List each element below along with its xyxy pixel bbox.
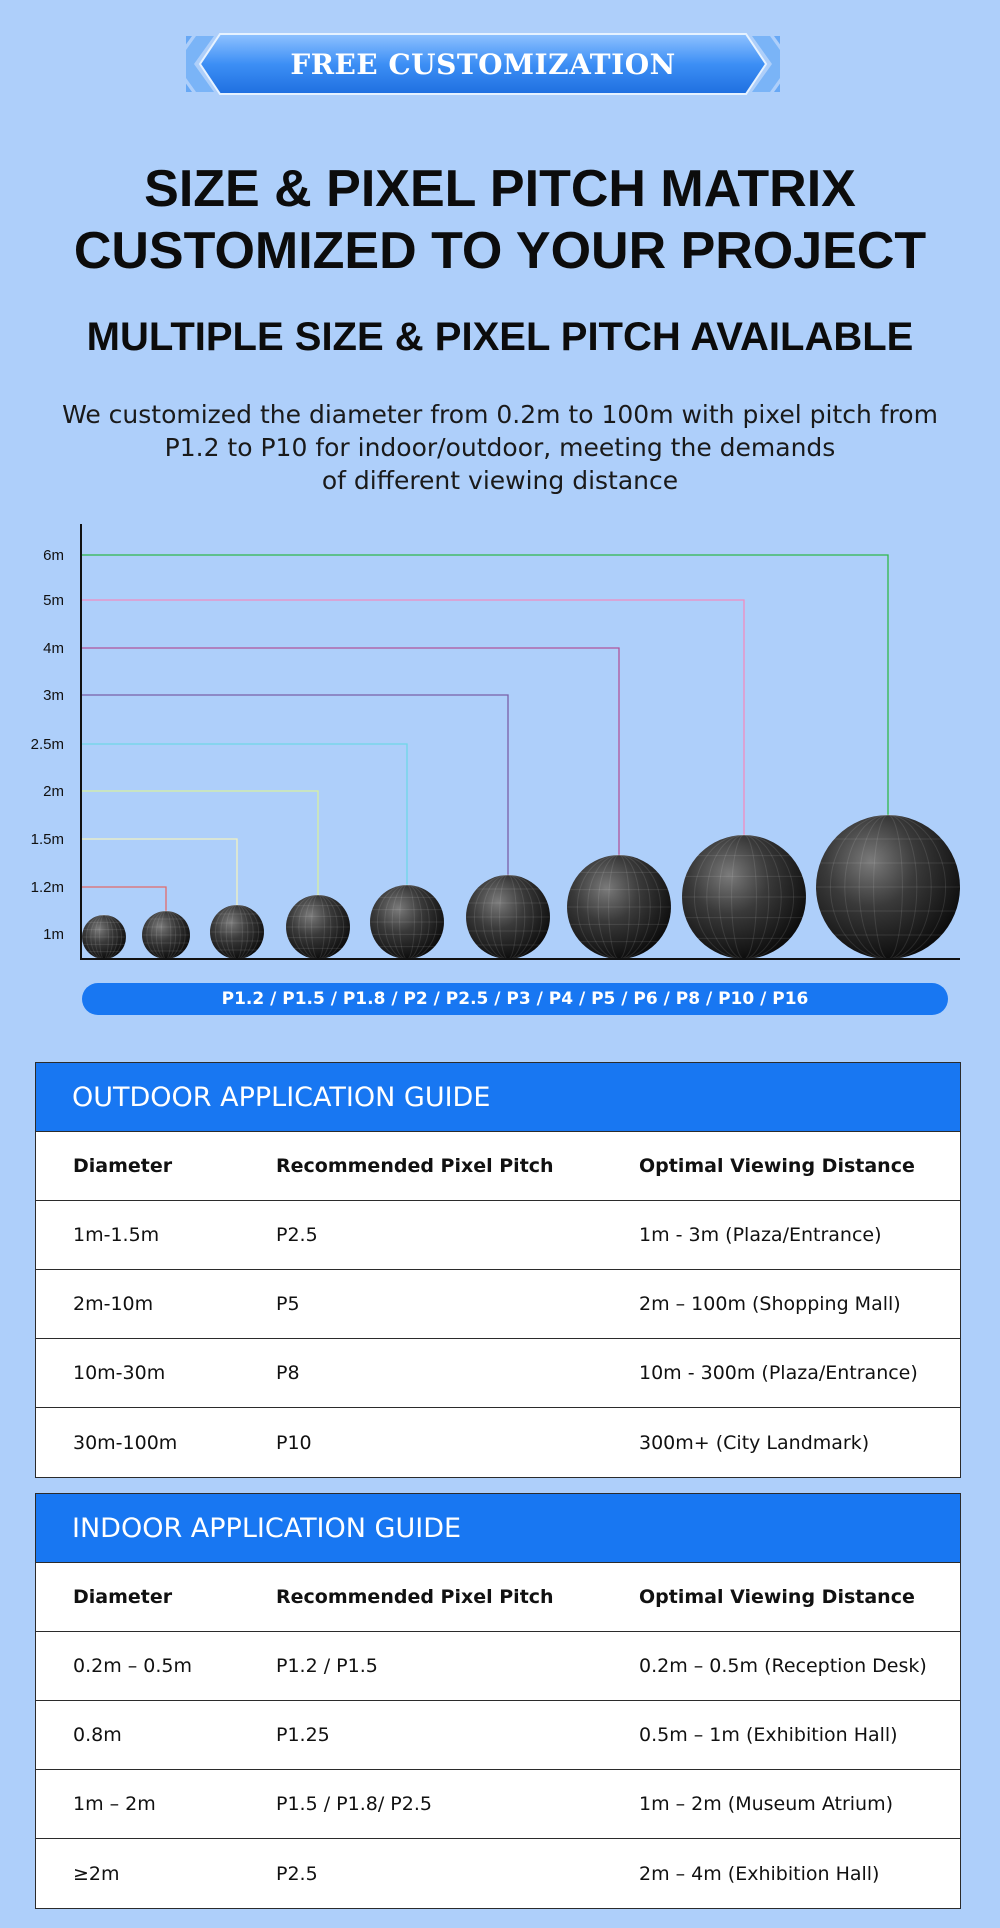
indoor-guide-title: INDOOR APPLICATION GUIDE bbox=[36, 1494, 960, 1563]
y-tick-label: 4m bbox=[43, 640, 64, 657]
free-customization-banner bbox=[186, 30, 780, 98]
cell-diameter: 1m – 2m bbox=[73, 1793, 156, 1815]
cell-diameter: 0.2m – 0.5m bbox=[73, 1655, 193, 1677]
banner-label: FREE CUSTOMIZATION bbox=[290, 47, 676, 81]
size-guide-line bbox=[81, 744, 407, 887]
header-diameter: Diameter bbox=[73, 1586, 173, 1608]
table-row bbox=[36, 1408, 960, 1477]
description-line-2: P1.2 to P10 for indoor/outdoor, meeting the demands bbox=[164, 433, 836, 462]
table-header-row bbox=[36, 1563, 960, 1632]
cell-viewing-distance: 300m+ (City Landmark) bbox=[639, 1431, 870, 1454]
header-pixel-pitch: Recommended Pixel Pitch bbox=[276, 1586, 554, 1608]
cell-diameter: 1m-1.5m bbox=[73, 1224, 160, 1246]
size-guide-line bbox=[81, 695, 508, 877]
y-tick-label: 1m bbox=[43, 926, 64, 943]
size-guide-line bbox=[81, 791, 318, 897]
header-viewing-distance: Optimal Viewing Distance bbox=[639, 1586, 915, 1608]
y-tick-label: 1.5m bbox=[30, 831, 64, 848]
indoor-application-guide bbox=[35, 1493, 961, 1909]
table-row bbox=[36, 1339, 960, 1408]
cell-pixel-pitch: P2.5 bbox=[276, 1862, 318, 1885]
cell-diameter: 30m-100m bbox=[73, 1431, 178, 1454]
description bbox=[0, 398, 1000, 497]
cell-pixel-pitch: P2.5 bbox=[276, 1224, 318, 1246]
header-viewing-distance: Optimal Viewing Distance bbox=[639, 1155, 915, 1177]
cell-viewing-distance: 1m - 3m (Plaza/Entrance) bbox=[639, 1224, 882, 1246]
headline-subtitle: MULTIPLE SIZE & PIXEL PITCH AVAILABLE bbox=[86, 315, 914, 359]
table-row bbox=[36, 1839, 960, 1908]
cell-pixel-pitch: P8 bbox=[276, 1362, 300, 1384]
table-row bbox=[36, 1270, 960, 1339]
cell-diameter: ≥2m bbox=[73, 1862, 120, 1885]
y-tick-label: 3m bbox=[43, 687, 64, 704]
description-line-1: We customized the diameter from 0.2m to 100m with pixel pitch from bbox=[62, 400, 938, 429]
table-row bbox=[36, 1632, 960, 1701]
cell-pixel-pitch: P5 bbox=[276, 1293, 300, 1315]
y-tick-label: 6m bbox=[43, 547, 64, 564]
size-chart bbox=[0, 510, 1000, 970]
header-diameter: Diameter bbox=[73, 1155, 173, 1177]
table-row bbox=[36, 1770, 960, 1839]
y-tick-label: 1.2m bbox=[30, 879, 64, 896]
cell-diameter: 0.8m bbox=[73, 1724, 122, 1746]
headline-line-1: SIZE & PIXEL PITCH MATRIX bbox=[144, 160, 856, 218]
cell-pixel-pitch: P1.25 bbox=[276, 1724, 330, 1746]
cell-viewing-distance: 2m – 100m (Shopping Mall) bbox=[639, 1293, 901, 1315]
table-header-row bbox=[36, 1132, 960, 1201]
size-guide-line bbox=[81, 555, 888, 817]
cell-viewing-distance: 1m – 2m (Museum Atrium) bbox=[639, 1793, 894, 1815]
cell-viewing-distance: 2m – 4m (Exhibition Hall) bbox=[639, 1862, 880, 1885]
cell-pixel-pitch: P1.2 / P1.5 bbox=[276, 1655, 378, 1677]
cell-viewing-distance: 10m - 300m (Plaza/Entrance) bbox=[639, 1362, 918, 1384]
table-row bbox=[36, 1701, 960, 1770]
cell-viewing-distance: 0.5m – 1m (Exhibition Hall) bbox=[639, 1724, 898, 1746]
y-tick-label: 5m bbox=[43, 592, 64, 609]
outdoor-guide-title: OUTDOOR APPLICATION GUIDE bbox=[36, 1063, 960, 1132]
header-pixel-pitch: Recommended Pixel Pitch bbox=[276, 1155, 554, 1177]
cell-viewing-distance: 0.2m – 0.5m (Reception Desk) bbox=[639, 1655, 927, 1677]
size-guide-line bbox=[81, 648, 619, 857]
table-row bbox=[36, 1201, 960, 1270]
cell-diameter: 10m-30m bbox=[73, 1362, 166, 1384]
description-line-3: of different viewing distance bbox=[321, 466, 679, 495]
cell-pixel-pitch: P10 bbox=[276, 1431, 312, 1454]
size-guide-line bbox=[81, 600, 744, 837]
cell-pixel-pitch: P1.5 / P1.8/ P2.5 bbox=[276, 1793, 432, 1815]
size-guide-line bbox=[81, 887, 166, 913]
cell-diameter: 2m-10m bbox=[73, 1293, 154, 1315]
pixel-pitch-bar: P1.2 / P1.5 / P1.8 / P2 / P2.5 / P3 / P4 / P5 / P6 / P8 / P10 / P16 bbox=[82, 983, 948, 1015]
outdoor-application-guide bbox=[35, 1062, 961, 1478]
headline-line-2: CUSTOMIZED TO YOUR PROJECT bbox=[73, 222, 927, 280]
y-tick-label: 2m bbox=[43, 783, 64, 800]
y-tick-label: 2.5m bbox=[30, 736, 64, 753]
size-guide-line bbox=[81, 839, 237, 907]
